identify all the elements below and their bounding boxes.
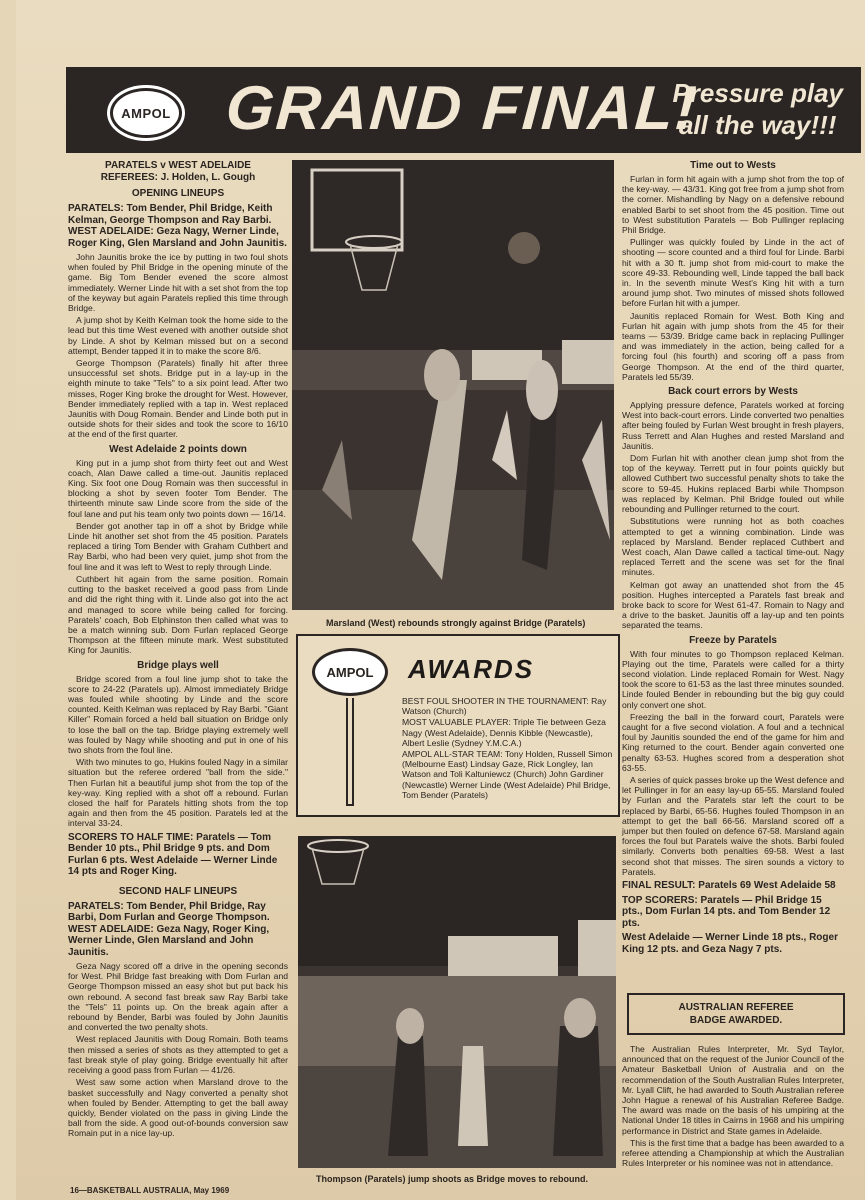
heading-back-court: Back court errors by Wests <box>668 386 798 398</box>
paragraph: Pullinger was quickly fouled by Linde in the act of shooting — score counted and a third foul for Linde. Barbi hit with a 30 ft. jump shot from mid-court to make the score 49-33. Rebounding well, Linde tapped the ball back in. In the seventh minute West's King hit with a turn around jump shot. Two minutes of missed shots followed before Furlan hit with a jumper. <box>622 237 844 309</box>
paragraph: Furlan in form hit again with a jump shot from the top of the key-way. — 43/31. King got free from a jump shot from the corner. Mishandling by Nagy on a defensive rebound enabled Barbi to set shoot from the 45 position. Time out to West substitution Paratels — Bob Pullinger replacing Phil Bridge. <box>622 174 844 236</box>
paragraph: A series of quick passes broke up the West defence and let Pullinger in for an easy lay-up 65-55. Marsland fouled by Furlan and the Paratels star left the court to be replaced by Barbi, 65-56. Hughes fouled Thompson in an attempt to get the ball 66-56. Marsland scored off a jumper but then fouled on defence 67-58. Marsland again forces the foul but Paratels waive the shots. Barbi fouled similarly. Converts both penalties 69-58. West a last second shot that misses. The siren sounds a victory to Paratels. <box>622 774 844 877</box>
lineup2-west: WEST ADELAIDE: Geza Nagy, Roger King, Werner Linde, Glen Marsland and John Jaunitis. <box>68 923 270 958</box>
tagline-line-2: all the way!!! <box>678 110 837 140</box>
matchup: PARATELS v WEST ADELAIDE <box>105 160 251 171</box>
scorers-half-time: SCORERS TO HALF TIME: Paratels — Tom Bender 10 pts., Phil Bridge 9 pts. and Dom Furlan 6 pts. West Adelaide — Werner Linde 14 pts and Roger King. <box>68 831 278 878</box>
awards-title: AWARDS <box>408 654 535 684</box>
photo-jump-shot <box>298 836 616 1168</box>
paragraph: John Jaunitis broke the ice by putting in two foul shots when fouled by Phil Bridge in the opening minute of the game. Big Tom Bender evened the score almost immediately. Werner Linde hit with a set shot from the top of the keyway but again Paratels replied this time through Bridge. <box>68 252 288 314</box>
lineup2-paratels: PARATELS: Tom Bender, Phil Bridge, Ray Barbi, Dom Furlan and George Thompson. <box>68 900 270 924</box>
heading-opening-lineups: OPENING LINEUPS <box>131 188 225 199</box>
paragraph: The Australian Rules Interpreter, Mr. Syd Taylor, announced that on the request of the Junior Council of the Amateur Basketball Union of Australia and on the recommendation of the South Australian Rules Interpreter, Mr. Lyall Clift, he had awarded to South Australian referee John Hague a renewal of his Australian Referee Badge. The award was made on the basis of his umpiring at the National Under 18 titles in Cairns in 1968 and his umpiring performance in District and State games in Adelaide. <box>622 1044 844 1136</box>
paragraph: Dom Furlan hit with another clean jump shot from the top of the keyway. Terrett put in four points quickly but allowed Cuthbert two successful penalty shots to take the score to 59-45. Hukins replaced Barbi while Thompson was replaced by Kelman. Phil Bridge fouled out while rebounding and Pullinger returned to the court. <box>622 453 844 515</box>
paragraph: Cuthbert hit again from the same position. Romain cutting to the basket received a good pass from Linde and did the right thing with it. Linde also got into the act and managed to score while being called for forcing. Paratels' coach, Bob Elphinston then called what was to be a match winning sub. Dom Furlan replaced George Thompson at the fifteen minute mark. West substituted King for Jaunitis. <box>68 573 288 656</box>
final-result: FINAL RESULT: Paratels 69 West Adelaide 58 <box>622 880 836 891</box>
top-scorers: TOP SCORERS: Paratels — Phil Bridge 15 pts., Dom Furlan 14 pts. and Tom Bender 12 pts. <box>622 894 831 929</box>
paragraph: West saw some action when Marsland drove to the basket successfully and Nagy converted a penalty shot when fouled by Bender. Attempting to get the ball away quickly, Bender violated on the pass in giving Linde the ball from the side. A good out-of-bounds conversion saw Romain put in a nice lay-up. <box>68 1077 288 1139</box>
west-scorers: West Adelaide — Werner Linde 18 pts., Roger King 12 pts. and Geza Nagy 7 pts. <box>622 932 838 955</box>
ref-box-line-2: BADGE AWARDED. <box>689 1015 783 1026</box>
paragraph: Kelman got away an unattended shot from the 45 position. Hughes intercepted a Paratels fast break and broke back to score for West 61-47. Romain to Nagy and a drive to the basket. Jaunitis off a lay-up and ten points separated the teams. <box>622 579 844 631</box>
heading-time-out: Time out to Wests <box>690 160 776 171</box>
heading-bridge-plays-well: Bridge plays well <box>137 659 219 671</box>
awards-box <box>296 634 620 817</box>
heading-second-half: SECOND HALF LINEUPS <box>118 885 238 897</box>
grand-final-banner <box>66 67 861 153</box>
page-footer: 16—BASKETBALL AUSTRALIA, May 1969 <box>70 1186 230 1195</box>
paragraph: Applying pressure defence, Paratels worked at forcing West into back-court errors. Linde converted two penalties after being fouled by Furlan West brought in fresh players, Russ Terrett and Alan Hughes and rested Marsland and Jaunitis. <box>622 400 844 451</box>
lineup-paratels: PARATELS: Tom Bender, Phil Bridge, Keith Kelman, George Thompson and Ray Barbi. <box>68 203 273 226</box>
paragraph: George Thompson (Paratels) finally hit after three unsuccessful set shots. Bridge put in a lay-up in the eighth minute to take "Tels" to a six point lead. After two misses, Roger King broke the drought for West. However, Bender immediately replied with a tap in. West replaced Jaunitis with Doug Romain. Bender and Linde both put in outside shots for their sides and took the score to 16/10 at the end of the first quarter. <box>68 358 288 440</box>
sign-pole <box>346 698 354 806</box>
paragraph: A jump shot by Keith Kelman took the home side to the lead but this time West evened with another outside shot by Linde. A shot by Kelman missed but on a second attempt, Bender tapped it in to make the score 8/6. <box>68 315 288 356</box>
award-foul-shooter: BEST FOUL SHOOTER IN THE TOURNAMENT: Ray Watson (Church) <box>402 696 607 717</box>
heading-freeze: Freeze by Paratels <box>689 634 777 646</box>
left-column <box>68 160 288 1141</box>
paragraph: King put in a jump shot from thirty feet out and West coach, Alan Dawe called a time-out. Jaunitis replaced King. Six foot one Doug Romain was then successful in blocking a shot by seven footer Tom Bender. The thirteenth minute saw Linde score from the side of the foul lane and put his team only two points down — 16/14. <box>68 457 288 519</box>
paragraph: With two minutes to go, Hukins fouled Nagy in a similar situation but the referee ordered "ball from the side." Then Furlan hit a beautiful jump shot from the top of the key-way. King replied with a shot off a rebound. Furlan closed the half for Paratels hitting shots from the top again and then from the 45 position. Paratels led at the interval 33-24. <box>68 757 288 829</box>
award-all-star: AMPOL ALL-STAR TEAM: Tony Holden, Russell Simon (Melbourne East) Lindsay Gaze, Rick Longley, Ian Watson and Toli Kaltuniewcz (Church) John Gardiner (Newcastle) Werner Linde (West Adelaide) Phil Bridge, Tom Bender (Paratels) <box>402 749 613 800</box>
award-mvp: MOST VALUABLE PLAYER: Triple Tie between Geza Nagy (West Adelaide), Dennis Kibble (Newcastle), Albert Leslie (Sydney Y.M.C.A.) <box>402 717 606 748</box>
paragraph: Geza Nagy scored off a drive in the opening seconds for West. Phil Bridge fast breaking with Dom Furlan and George Thompson missed an easy shot but put back his own rebound. A second fast break saw Ray Barbi take the "Tels" 11 points up. On the break again after a rebound by Bender, Barbi was fouled by John Jaunitis and converted the two penalty shots. <box>68 961 288 1033</box>
ampol-logo: AMPOL <box>110 88 182 138</box>
tagline <box>672 77 843 141</box>
paragraph: Jaunitis replaced Romain for West. Both King and Furlan hit again with jump shots from the 45 for their teams — 53/39. Bridge came back in replacing Pullinger and was immediately in the action, being called for a forcing foul (his fourth) and scoring off a pass from George Thompson. At the end of the third quarter, Paratels led 55/39. <box>622 310 844 382</box>
heading-west-down: West Adelaide 2 points down <box>109 443 247 455</box>
right-column <box>622 156 844 958</box>
headline: GRAND FINAL! <box>223 74 701 143</box>
awards-text <box>402 696 616 801</box>
paragraph: Substitutions were running hot as both coaches attempted to get a winning combination. Linde was replaced by Marsland. Bender replaced Cuthbert and West coach, Alan Dawe called a tactical time-out. Nagy replaced Terrett and the scene was set for the final minutes. <box>622 516 844 578</box>
paragraph: West replaced Jaunitis with Doug Romain. Both teams then missed a series of shots as they attempted to get a fast break style of play going. Bridge eventually hit after receiving a good pass from Furlan — 41/26. <box>68 1034 288 1076</box>
paragraph: Bender got another tap in off a shot by Bridge while Linde hit another set shot from the 45 position. Paratels replaced a tiring Tom Bender with Graham Cuthbert and Ray Barbi, who had been very quiet, jump shot from the foul line and it was left to West to reply through Linde. <box>68 520 288 572</box>
ref-box-line-1: AUSTRALIAN REFEREE <box>678 1002 794 1013</box>
tagline-line-1: Pressure play <box>672 78 843 108</box>
paragraph: This is the first time that a badge has been awarded to a referee attending a Championship at which the Australian Rules Interpreter or his nominee was not in attendance. <box>622 1137 845 1169</box>
referees: REFEREES: J. Holden, L. Gough <box>100 172 256 183</box>
lineup-west: WEST ADELAIDE: Geza Nagy, Werner Linde, Roger King, Glen Marsland and John Jaunitis. <box>68 226 287 249</box>
ampol-sign: AMPOL <box>312 648 388 696</box>
caption-top: Marsland (West) rebounds strongly against Bridge (Paratels) <box>326 618 586 628</box>
right-column-bottom <box>622 1044 844 1170</box>
caption-bottom: Thompson (Paratels) jump shoots as Bridge moves to rebound. <box>316 1174 589 1184</box>
referee-badge-box <box>627 993 845 1035</box>
paragraph: With four minutes to go Thompson replaced Kelman. Playing out the time, Paratels were called for a thirty second violation. Linde replaced Romain for West. Nagy took the score to 61-53 as the last three minutes sounded. Linde fouled Bender in rebounding but the big guy could only convert one shot. <box>622 648 844 710</box>
paragraph: Bridge scored from a foul line jump shot to take the score to 24-22 (Paratels up). Almost immediately Bridge was fouled while shooting by Linde and the score counted. Keith Kelman was replaced by Ray Barbi. "Giant Killer" Romain forced a held ball situation on Bridge only to lose the ball on the tap. Bridge playing extremely well was fouled by Nagy while shooting and put in one of his two shots from the foul line. <box>68 673 288 755</box>
paragraph: Freezing the ball in the forward court, Paratels were caught for a five second violation. A foul and a technical foul by Jaunitis sounded the end of the game for him and King returned to the court. Bender again converted one penalty 63-53. Hughes scored from a desperation shot 63-55. <box>622 711 844 773</box>
photo-rebound <box>292 160 614 610</box>
